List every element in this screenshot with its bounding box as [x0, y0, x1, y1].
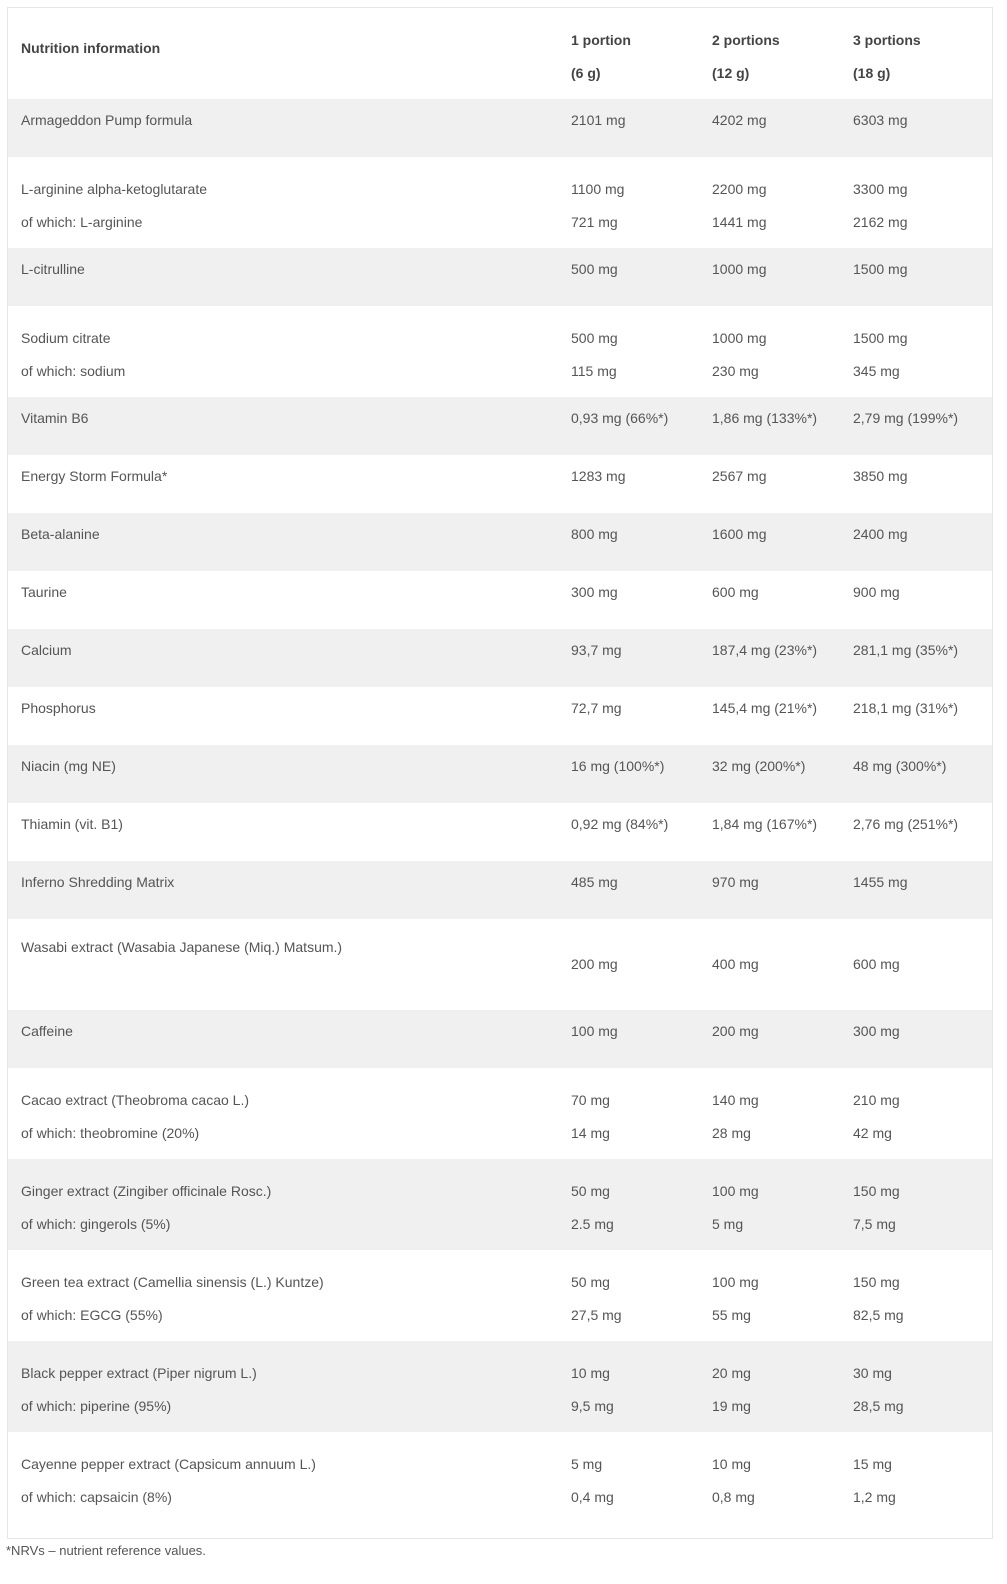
- value-2-portions-line: 600 mg: [712, 584, 759, 600]
- header-col-1-portion: [571, 24, 631, 90]
- value-2-portions-line: 970 mg: [712, 874, 759, 890]
- ingredient-name-line: of which: EGCG (55%): [21, 1307, 163, 1323]
- value-3-portions: [853, 1448, 896, 1514]
- value-3-portions-line: 7,5 mg: [853, 1216, 896, 1232]
- value-2-portions: [712, 634, 817, 667]
- value-2-portions-line: 0,8 mg: [712, 1489, 755, 1505]
- value-2-portions: [712, 173, 766, 239]
- ingredient-name: [21, 1448, 316, 1514]
- value-2-portions-line: 400 mg: [712, 956, 759, 972]
- table-row: [8, 687, 992, 745]
- ingredient-name: [21, 1084, 249, 1150]
- ingredient-name-line: Energy Storm Formula*: [21, 468, 168, 484]
- value-3-portions-line: 30 mg: [853, 1365, 892, 1381]
- value-1-portion-line: 200 mg: [571, 956, 618, 972]
- value-3-portions-line: 82,5 mg: [853, 1307, 904, 1323]
- value-2-portions: [712, 322, 766, 388]
- value-2-portions: [712, 1084, 759, 1150]
- value-2-portions-line: 1600 mg: [712, 526, 767, 542]
- value-1-portion: [571, 576, 618, 609]
- value-3-portions-line: 1455 mg: [853, 874, 908, 890]
- value-3-portions-line: 2,76 mg (251%*): [853, 816, 959, 832]
- table-body: [8, 99, 992, 1523]
- value-2-portions: [712, 750, 805, 783]
- value-1-portion: [571, 1266, 622, 1332]
- value-3-portions-line: 1,2 mg: [853, 1489, 896, 1505]
- value-3-portions-line: 42 mg: [853, 1125, 892, 1141]
- ingredient-name-line: of which: piperine (95%): [21, 1398, 172, 1414]
- value-1-portion-line: 2.5 mg: [571, 1216, 614, 1232]
- ingredient-name-line: Armageddon Pump formula: [21, 112, 193, 128]
- table-row: [8, 571, 992, 629]
- value-2-portions: [712, 460, 766, 493]
- ingredient-name: [21, 576, 67, 609]
- value-1-portion: [571, 634, 622, 667]
- ingredient-name: [21, 931, 342, 964]
- value-3-portions-line: 2400 mg: [853, 526, 908, 542]
- value-3-portions: [853, 808, 958, 841]
- value-1-portion: [571, 322, 618, 388]
- value-1-portion-line: 27,5 mg: [571, 1307, 622, 1323]
- value-3-portions: [853, 104, 907, 137]
- value-1-portion-line: 16 mg (100%*): [571, 758, 665, 774]
- value-1-portion-line: 10 mg: [571, 1365, 610, 1381]
- value-3-portions-line: 900 mg: [853, 584, 900, 600]
- table-row: [8, 1432, 992, 1523]
- ingredient-name-line: of which: sodium: [21, 363, 126, 379]
- value-2-portions-line: 28 mg: [712, 1125, 751, 1141]
- value-2-portions-line: 20 mg: [712, 1365, 751, 1381]
- value-2-portions: [712, 1015, 759, 1048]
- value-2-portions: [712, 576, 759, 609]
- value-1-portion: [571, 750, 664, 783]
- value-2-portions-line: 187,4 mg (23%*): [712, 642, 818, 658]
- value-3-portions: [853, 634, 958, 667]
- value-1-portion: [571, 1175, 614, 1241]
- value-2-portions-line: 4202 mg: [712, 112, 767, 128]
- value-1-portion-line: 721 mg: [571, 214, 618, 230]
- value-1-portion: [571, 1015, 618, 1048]
- ingredient-name: [21, 1266, 324, 1332]
- value-2-portions: [712, 253, 766, 286]
- value-2-portions-line: 5 mg: [712, 1216, 744, 1232]
- ingredient-name: [21, 1175, 271, 1241]
- ingredient-name-line: Beta-alanine: [21, 526, 100, 542]
- table-row: [8, 629, 992, 687]
- value-2-portions: [712, 518, 766, 551]
- value-3-portions: [853, 402, 958, 435]
- value-3-portions: [853, 866, 907, 899]
- value-3-portions-line: 281,1 mg (35%*): [853, 642, 959, 658]
- ingredient-name-line: of which: theobromine (20%): [21, 1125, 200, 1141]
- table-row: [8, 1010, 992, 1068]
- ingredient-name: [21, 1015, 73, 1048]
- value-2-portions: [712, 866, 759, 899]
- value-1-portion-line: 115 mg: [571, 363, 617, 379]
- ingredient-name: [21, 402, 88, 435]
- value-3-portions: [853, 1357, 904, 1423]
- table-row: [8, 861, 992, 919]
- value-1-portion: [571, 692, 622, 725]
- value-2-portions-line: 2200 mg: [712, 181, 767, 197]
- ingredient-name-line: Ginger extract (Zingiber officinale Rosc.): [21, 1183, 272, 1199]
- value-1-portion-line: 800 mg: [571, 526, 618, 542]
- ingredient-name: [21, 808, 123, 841]
- ingredient-name-line: L-arginine alpha-ketoglutarate: [21, 181, 208, 197]
- value-3-portions-line: 6303 mg: [853, 112, 908, 128]
- value-1-portion: [571, 1357, 614, 1423]
- ingredient-name-line: of which: capsaicin (8%): [21, 1489, 172, 1505]
- ingredient-name-line: Wasabi extract (Wasabia Japanese (Miq.) Matsum.): [21, 939, 343, 955]
- footnote: *NRVs – nutrient reference values.: [6, 1543, 206, 1558]
- table-row: [8, 306, 992, 397]
- value-3-portions: [853, 948, 900, 981]
- ingredient-name-line: Sodium citrate: [21, 330, 111, 346]
- header-col-weight: (12 g): [712, 65, 750, 81]
- ingredient-name: [21, 750, 116, 783]
- value-1-portion: [571, 1084, 610, 1150]
- value-3-portions: [853, 1266, 904, 1332]
- value-1-portion-line: 0,93 mg (66%*): [571, 410, 669, 426]
- value-1-portion: [571, 402, 668, 435]
- value-1-portion: [571, 253, 618, 286]
- header-col-2-portions: [712, 24, 780, 90]
- value-1-portion-line: 100 mg: [571, 1023, 618, 1039]
- ingredient-name-line: Vitamin B6: [21, 410, 89, 426]
- ingredient-name-line: Black pepper extract (Piper nigrum L.): [21, 1365, 257, 1381]
- value-3-portions-line: 28,5 mg: [853, 1398, 904, 1414]
- value-1-portion: [571, 173, 624, 239]
- value-1-portion-line: 485 mg: [571, 874, 618, 890]
- value-2-portions-line: 1,84 mg (167%*): [712, 816, 818, 832]
- value-1-portion: [571, 808, 668, 841]
- value-1-portion-line: 500 mg: [571, 330, 618, 346]
- value-3-portions: [853, 518, 907, 551]
- value-2-portions-line: 1000 mg: [712, 261, 767, 277]
- value-3-portions: [853, 576, 900, 609]
- ingredient-name: [21, 634, 72, 667]
- ingredient-name: [21, 322, 125, 388]
- value-1-portion-line: 1100 mg: [571, 181, 625, 197]
- value-3-portions-line: 15 mg: [853, 1456, 892, 1472]
- ingredient-name: [21, 253, 85, 286]
- value-2-portions-line: 145,4 mg (21%*): [712, 700, 818, 716]
- value-1-portion-line: 1283 mg: [571, 468, 626, 484]
- table-header: [8, 8, 992, 99]
- value-3-portions-line: 1500 mg: [853, 261, 908, 277]
- header-label: Nutrition information: [21, 40, 161, 56]
- table-row: [8, 397, 992, 455]
- header-col-title: 2 portions: [712, 32, 780, 48]
- value-1-portion: [571, 866, 618, 899]
- table-row: [8, 1159, 992, 1250]
- ingredient-name-line: Thiamin (vit. B1): [21, 816, 123, 832]
- header-col-title: 1 portion: [571, 32, 631, 48]
- value-1-portion: [571, 948, 618, 981]
- table-row: [8, 99, 992, 157]
- value-3-portions-line: 150 mg: [853, 1274, 900, 1290]
- value-2-portions-line: 1000 mg: [712, 330, 767, 346]
- value-2-portions-line: 55 mg: [712, 1307, 751, 1323]
- table-row: [8, 513, 992, 571]
- value-2-portions-line: 100 mg: [712, 1274, 759, 1290]
- value-2-portions-line: 10 mg: [712, 1456, 751, 1472]
- table-row: [8, 803, 992, 861]
- value-3-portions-line: 1500 mg: [853, 330, 908, 346]
- ingredient-name: [21, 104, 192, 137]
- value-2-portions: [712, 1357, 751, 1423]
- ingredient-name-line: Phosphorus: [21, 700, 96, 716]
- value-1-portion-line: 500 mg: [571, 261, 618, 277]
- ingredient-name-line: Cacao extract (Theobroma cacao L.): [21, 1092, 249, 1108]
- value-2-portions-line: 1,86 mg (133%*): [712, 410, 818, 426]
- value-2-portions-line: 2567 mg: [712, 468, 767, 484]
- table-row: [8, 157, 992, 248]
- ingredient-name: [21, 460, 167, 493]
- value-3-portions-line: 2,79 mg (199%*): [853, 410, 959, 426]
- value-3-portions-line: 345 mg: [853, 363, 900, 379]
- value-2-portions-line: 230 mg: [712, 363, 759, 379]
- value-1-portion-line: 14 mg: [571, 1125, 610, 1141]
- value-2-portions: [712, 948, 759, 981]
- table-row: [8, 455, 992, 513]
- value-3-portions: [853, 460, 907, 493]
- ingredient-name-line: Cayenne pepper extract (Capsicum annuum L.): [21, 1456, 316, 1472]
- value-3-portions: [853, 173, 907, 239]
- value-1-portion-line: 2101 mg: [571, 112, 626, 128]
- ingredient-name-line: L-citrulline: [21, 261, 85, 277]
- value-1-portion: [571, 518, 618, 551]
- value-2-portions-line: 1441 mg: [712, 214, 767, 230]
- value-2-portions: [712, 402, 817, 435]
- value-2-portions: [712, 1175, 759, 1241]
- ingredient-name-line: Caffeine: [21, 1023, 73, 1039]
- value-2-portions: [712, 808, 817, 841]
- header-col-weight: (18 g): [853, 65, 891, 81]
- value-1-portion-line: 300 mg: [571, 584, 618, 600]
- value-3-portions-line: 3300 mg: [853, 181, 908, 197]
- ingredient-name-line: Green tea extract (Camellia sinensis (L.) Kuntze): [21, 1274, 324, 1290]
- value-1-portion-line: 9,5 mg: [571, 1398, 614, 1414]
- value-3-portions-line: 2162 mg: [853, 214, 908, 230]
- value-3-portions-line: 210 mg: [853, 1092, 900, 1108]
- value-3-portions-line: 3850 mg: [853, 468, 908, 484]
- value-2-portions: [712, 104, 766, 137]
- value-1-portion-line: 5 mg: [571, 1456, 603, 1472]
- value-3-portions-line: 300 mg: [853, 1023, 900, 1039]
- value-2-portions: [712, 1448, 755, 1514]
- header-col-weight: (6 g): [571, 65, 601, 81]
- ingredient-name-line: Inferno Shredding Matrix: [21, 874, 175, 890]
- value-1-portion-line: 72,7 mg: [571, 700, 622, 716]
- value-1-portion: [571, 1448, 614, 1514]
- value-1-portion-line: 70 mg: [571, 1092, 610, 1108]
- table-row: [8, 1341, 992, 1432]
- value-1-portion-line: 93,7 mg: [571, 642, 622, 658]
- value-3-portions: [853, 1084, 900, 1150]
- value-3-portions: [853, 1015, 900, 1048]
- table-row: [8, 745, 992, 803]
- value-3-portions: [853, 692, 958, 725]
- value-3-portions-line: 600 mg: [853, 956, 900, 972]
- ingredient-name: [21, 518, 100, 551]
- table-row: [8, 248, 992, 306]
- value-2-portions-line: 32 mg (200%*): [712, 758, 806, 774]
- value-1-portion: [571, 460, 625, 493]
- value-2-portions-line: 140 mg: [712, 1092, 759, 1108]
- table-row: [8, 919, 992, 1010]
- value-3-portions: [853, 253, 907, 286]
- value-3-portions-line: 218,1 mg (31%*): [853, 700, 959, 716]
- ingredient-name-line: of which: gingerols (5%): [21, 1216, 171, 1232]
- value-2-portions-line: 19 mg: [712, 1398, 751, 1414]
- value-2-portions: [712, 692, 817, 725]
- value-3-portions-line: 48 mg (300%*): [853, 758, 947, 774]
- value-2-portions-line: 100 mg: [712, 1183, 759, 1199]
- value-3-portions: [853, 1175, 900, 1241]
- value-3-portions: [853, 322, 907, 388]
- value-3-portions-line: 150 mg: [853, 1183, 900, 1199]
- value-1-portion-line: 0,92 mg (84%*): [571, 816, 669, 832]
- header-col-title: 3 portions: [853, 32, 921, 48]
- value-2-portions: [712, 1266, 759, 1332]
- ingredient-name-line: Taurine: [21, 584, 67, 600]
- ingredient-name-line: Niacin (mg NE): [21, 758, 116, 774]
- ingredient-name: [21, 692, 96, 725]
- table-row: [8, 1068, 992, 1159]
- ingredient-name: [21, 173, 207, 239]
- value-1-portion: [571, 104, 625, 137]
- value-2-portions-line: 200 mg: [712, 1023, 759, 1039]
- ingredient-name-line: of which: L-arginine: [21, 214, 143, 230]
- header-col-3-portions: [853, 24, 921, 90]
- value-1-portion-line: 50 mg: [571, 1274, 610, 1290]
- nutrition-table: [7, 7, 993, 1539]
- value-3-portions: [853, 750, 946, 783]
- ingredient-name-line: Calcium: [21, 642, 72, 658]
- table-row: [8, 1250, 992, 1341]
- ingredient-name: [21, 1357, 257, 1423]
- ingredient-name: [21, 866, 174, 899]
- value-1-portion-line: 0,4 mg: [571, 1489, 614, 1505]
- value-1-portion-line: 50 mg: [571, 1183, 610, 1199]
